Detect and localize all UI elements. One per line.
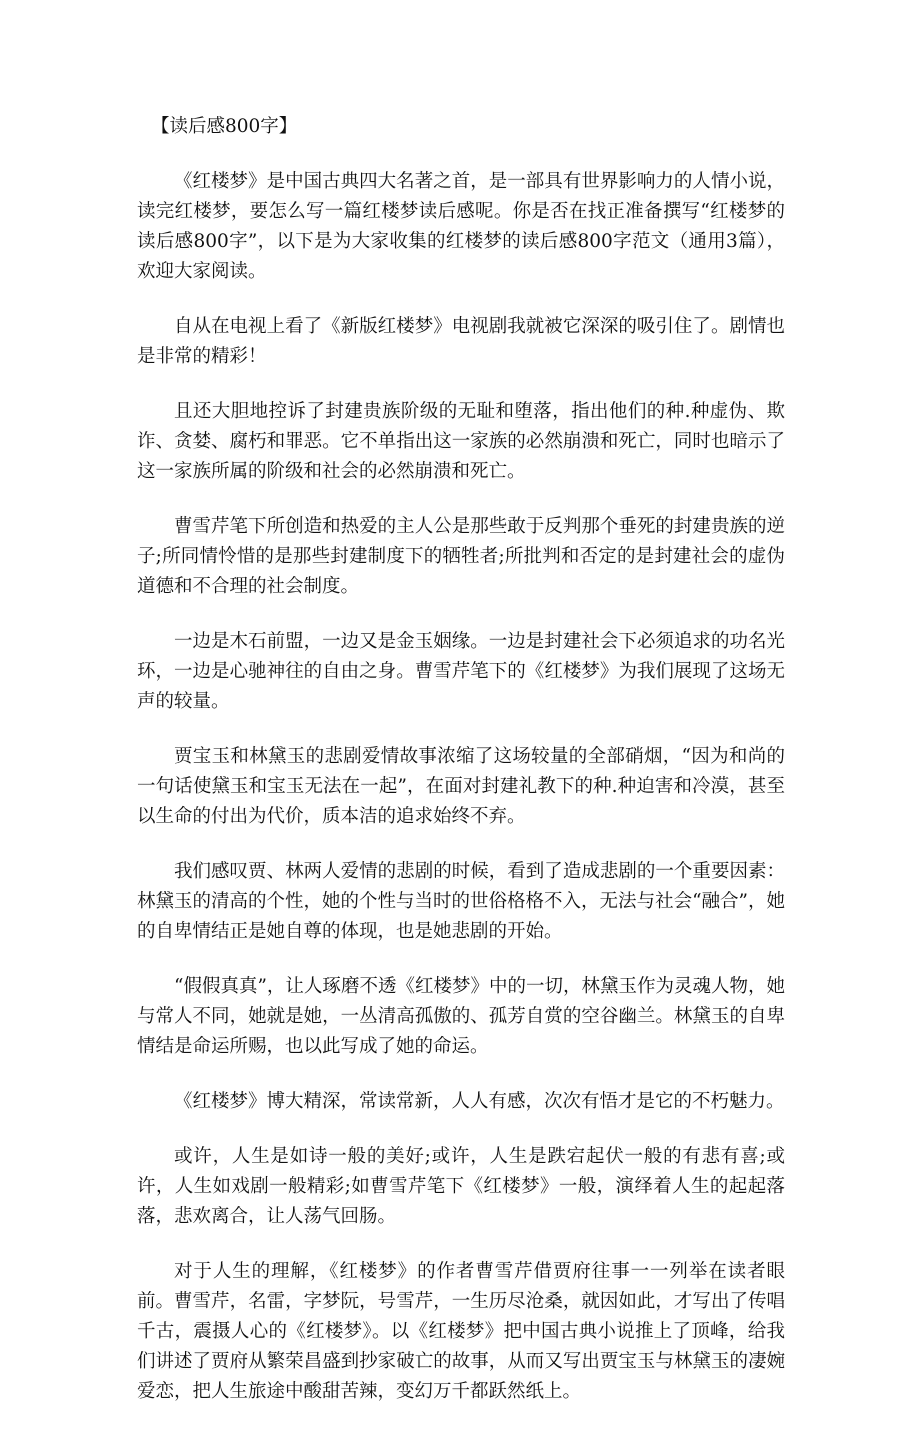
paragraph: 对于人生的理解，《红楼梦》的作者曹雪芹借贾府往事一一列举在读者眼前。曹雪芹，名雷，字梦阮，号雪芹，一生历尽沧桑，就因如此，才写出了传唱千古，震摄人心的《红楼梦》。以《红楼梦》把中国古典小说推上了顶峰，给我们讲述了贾府从繁荣昌盛到抄家破亡的故事，从而又写出贾宝玉与林黛玉的凄婉爱恋，把人生旅途中酸甜苦辣，变幻万千都跃然纸上。 [137, 1261, 785, 1402]
paragraph: “假假真真”，让人琢磨不透《红楼梦》中的一切，林黛玉作为灵魂人物，她与常人不同，她就是她，一丛清高孤傲的、孤芳自赏的空谷幽兰。林黛玉的自卑情结是命运所赐，也以此写成了她的命运。 [137, 976, 785, 1057]
paragraph: 自从在电视上看了《新版红楼梦》电视剧我就被它深深的吸引住了。剧情也是非常的精彩！ [137, 316, 785, 367]
paragraph: 曹雪芹笔下所创造和热爱的主人公是那些敢于反判那个垂死的封建贵族的逆子;所同情怜惜的是那些封建制度下的牺牲者;所批判和否定的是封建社会的虚伪道德和不合理的社会制度。 [137, 516, 785, 597]
paragraph: 《红楼梦》博大精深，常读常新，人人有感，次次有悟才是它的不朽魅力。 [174, 1091, 785, 1112]
paragraph: 贾宝玉和林黛玉的悲剧爱情故事浓缩了这场较量的全部硝烟，“因为和尚的一句话使黛玉和宝玉无法在一起”，在面对封建礼教下的种.种迫害和冷漠，甚至以生命的付出为代价，质本洁的追求始终不弃。 [137, 746, 785, 827]
paragraph: 一边是木石前盟，一边又是金玉姻缘。一边是封建社会下必须追求的功名光环，一边是心驰神往的自由之身。曹雪芹笔下的《红楼梦》为我们展现了这场无声的较量。 [137, 631, 785, 712]
paragraph: 我们感叹贾、林两人爱情的悲剧的时候，看到了造成悲剧的一个重要因素：林黛玉的清高的个性，她的个性与当时的世俗格格不入，无法与社会“融合”，她的自卑情结正是她自尊的体现，也是她悲剧的开始。 [137, 861, 785, 942]
paragraph: 或许，人生是如诗一般的美好;或许，人生是跌宕起伏一般的有悲有喜;或许，人生如戏剧一般精彩;如曹雪芹笔下《红楼梦》一般，演绎着人生的起起落落，悲欢离合，让人荡气回肠。 [137, 1146, 785, 1227]
paragraph: 且还大胆地控诉了封建贵族阶级的无耻和堕落，指出他们的种.种虚伪、欺诈、贪婪、腐朽和罪恶。它不单指出这一家族的必然崩溃和死亡，同时也暗示了这一家族所属的阶级和社会的必然崩溃和死亡。 [137, 401, 785, 482]
document-body [137, 112, 785, 1432]
paragraph-intro: 《红楼梦》是中国古典四大名著之首，是一部具有世界影响力的人情小说，读完红楼梦，要怎么写一篇红楼梦读后感呢。你是否在找正准备撰写“红楼梦的读后感800字”，以下是为大家收集的红楼梦的读后感800字范文（通用3篇），欢迎大家阅读。 [137, 171, 785, 282]
document-title: 【读后感800字】 [151, 116, 298, 137]
